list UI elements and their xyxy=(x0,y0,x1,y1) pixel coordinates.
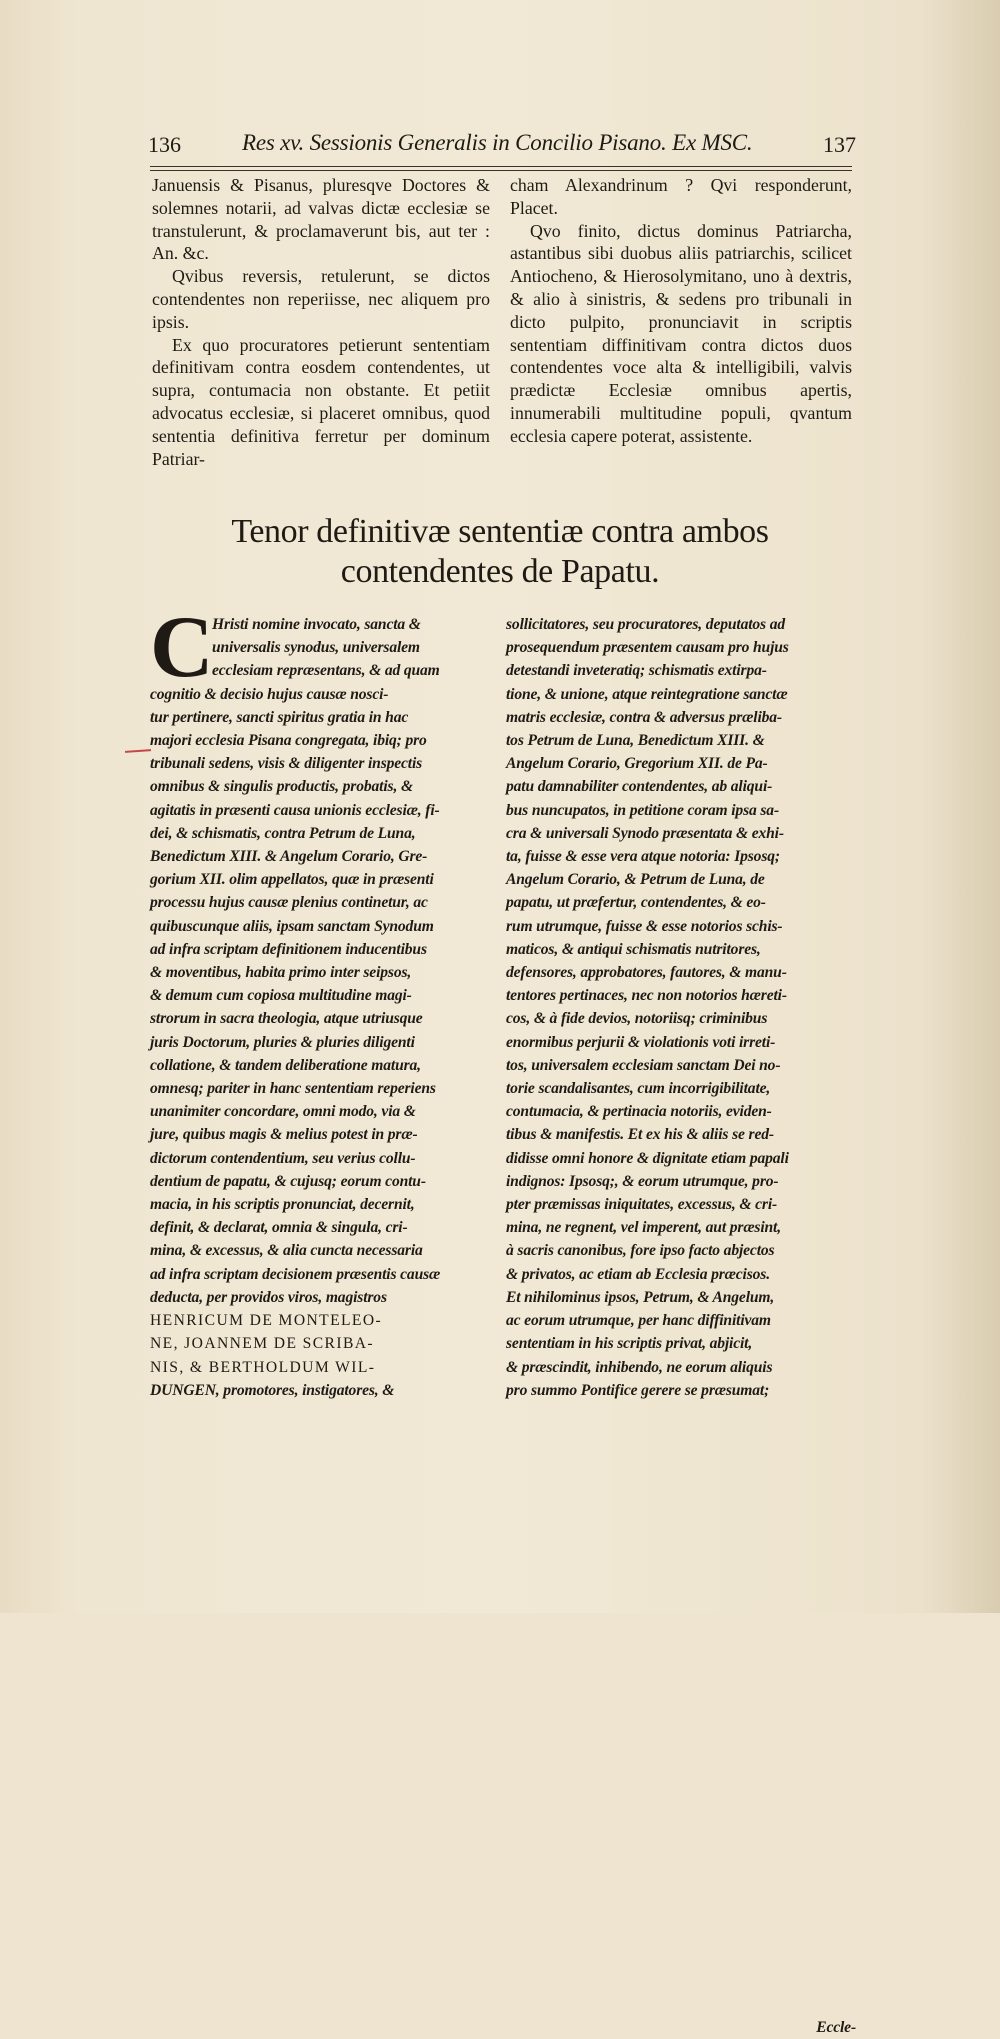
drop-cap: C xyxy=(150,599,214,696)
text-line: Et nihilominus ipsos, Petrum, & Angelum, xyxy=(506,1288,775,1306)
paragraph: Januensis & Pisanus, pluresqve Doctores & solemnes notarii, ad valvas dictæ ecclesiæ se transtulerunt, & proclamaverunt bis, aut ter : An. &c. xyxy=(152,175,490,264)
paragraph: Qvo finito, dictus dominus Patriarcha, astantibus sibi duobus aliis patriarchis, scilicet Antiocheno, & Hierosolymitano, uno à dextris, & alio à sinistris, & sedens pro tribunali in dicto pulpito, pronunciavit in scriptis sententiam diffinitivam contra dictos duos contendentes voce alta & intelligibili, valvis prædictæ Ecclesiæ omnibus apertis, innumerabili multitudine populi, qvantum ecclesia capere poterat, assistente. xyxy=(510,220,852,446)
text-line: & moventibus, habita primo inter seipsos, xyxy=(150,964,412,982)
text-line: ta, fuisse & esse vera atque notoria: Ipsosq; xyxy=(506,848,780,866)
text-line: NIS, & BERTHOLDUM WIL- xyxy=(150,1358,376,1376)
header-rule xyxy=(150,166,852,167)
text-line: maticos, & antiqui schismatis nutritores, xyxy=(506,940,761,958)
text-line: ad infra scriptam decisionem præsentis causæ xyxy=(150,1265,441,1283)
paragraph: Ex quo procuratores petierunt sententiam definitivam contra eosdem contendentes, ut supra, contumacia non obstante. Et petiit advocatus ecclesiæ, si placeret omnibus, quod sententia definitiva ferretur per dominum Patriar- xyxy=(152,334,490,469)
paragraph: Qvibus reversis, retulerunt, se dictos contendentes non reperiisse, nec aliquem pro ipsis. xyxy=(152,266,490,332)
right-page-number: 137 xyxy=(823,132,856,157)
text-line: didisse omni honore & dignitate etiam papali xyxy=(506,1149,789,1167)
text-line: tos, universalem ecclesiam sanctam Dei no- xyxy=(506,1056,781,1074)
text-line: definit, & declarat, omnia & singula, cri- xyxy=(150,1219,408,1237)
text-line: HENRICUM DE MONTELEO- xyxy=(150,1312,383,1330)
text-line: pter præmissas iniquitates, excessus, & cri- xyxy=(506,1196,778,1214)
paragraph: cham Alexandrinum ? Qvi responderunt, Placet. xyxy=(510,175,852,218)
text-line: defensores, approbatores, fautores, & manu- xyxy=(506,964,787,982)
text-line: Angelum Corario, & Petrum de Luna, de xyxy=(506,871,765,889)
text-line: tos Petrum de Luna, Benedictum XIII. & xyxy=(506,732,765,750)
text-line: contumacia, & pertinacia notoriis, eviden- xyxy=(506,1103,772,1121)
text-line: ac eorum utrumque, per hanc diffinitivam xyxy=(506,1312,771,1330)
text-line: universalis synodus, universalem xyxy=(212,639,420,657)
marginal-mark xyxy=(125,749,151,753)
running-header xyxy=(148,128,856,162)
decree-title-line: contendentes de Papatu. xyxy=(340,553,660,590)
top-left-column xyxy=(152,174,490,470)
text-line: cognitio & decisio hujus causæ nosci- xyxy=(150,685,389,703)
text-line: tribunali sedens, visis & diligenter inspectis xyxy=(150,755,423,773)
text-line: dentium de papatu, & cujusq; eorum contu- xyxy=(150,1172,426,1190)
text-line: macia, in his scriptis pronunciat, decernit, xyxy=(150,1196,415,1214)
text-line: omnesq; pariter in hanc sententiam reperiens xyxy=(150,1080,436,1098)
decree-title-line: Tenor definitivæ sententiæ contra ambos xyxy=(231,513,769,550)
running-title: Res xv. Sessionis Generalis in Concilio Pisano. Ex MSC. xyxy=(242,130,753,155)
text-line: mina, ne regnent, vel imperent, aut præsint, xyxy=(506,1219,781,1237)
text-line: majori ecclesia Pisana congregata, ibiq; pro xyxy=(150,732,427,750)
text-line: dictorum contendentium, seu verius collu- xyxy=(150,1149,416,1167)
text-line: detestandi inveteratiq; schismatis extirpa- xyxy=(506,662,767,680)
left-page-number: 136 xyxy=(148,132,181,157)
text-line: pro summo Pontifice gerere se præsumat; xyxy=(506,1381,770,1399)
text-line: indignos: Ipsosq;, & eorum utrumque, pro- xyxy=(506,1172,779,1190)
text-line: gorium XII. olim appellatos, quæ in præsenti xyxy=(150,871,434,889)
text-line: dei, & schismatis, contra Petrum de Luna, xyxy=(150,824,416,842)
text-line: & demum cum copiosa multitudine magi- xyxy=(150,987,412,1005)
catchword: Eccle- xyxy=(816,2019,856,2036)
text-line: tur pertinere, sancti spiritus gratia in hac xyxy=(150,708,409,726)
header-rule xyxy=(150,170,852,171)
text-line: agitatis in præsenti causa unionis ecclesiæ, fi- xyxy=(150,801,440,819)
text-line: collatione, & tandem deliberatione matura, xyxy=(150,1056,421,1074)
text-line: enormibus perjurii & violationis voti irreti- xyxy=(506,1033,776,1051)
text-line: bus nuncupatos, in petitione coram ipsa sa- xyxy=(506,801,779,819)
text-line: NE, JOANNEM DE SCRIBA- xyxy=(150,1335,374,1353)
text-line: deducta, per providos viros, magistros xyxy=(150,1288,387,1306)
text-line: & præscindit, inhibendo, ne eorum aliquis xyxy=(506,1358,773,1376)
text-line: omnibus & singulis productis, probatis, & xyxy=(150,778,413,796)
text-line: sollicitatores, seu procuratores, deputatos ad xyxy=(506,616,786,633)
text-line: prosequendum præsentem causam pro hujus xyxy=(506,639,789,657)
decree-title xyxy=(150,512,850,592)
text-line: DUNGEN, promotores, instigatores, & xyxy=(150,1381,395,1399)
top-right-column xyxy=(510,174,852,448)
text-line: tibus & manifestis. Et ex his & aliis se red- xyxy=(506,1126,774,1144)
text-line: matris ecclesiæ, contra & adversus prælibа- xyxy=(506,708,782,726)
text-line: rum utrumque, fuisse & esse notorios schis- xyxy=(506,917,783,935)
text-line: strorum in sacra theologia, atque utriusque xyxy=(150,1010,423,1028)
text-line: processu hujus causæ plenius continetur, ac xyxy=(150,894,428,912)
text-line: torie scandalisantes, cum incorrigibilitate, xyxy=(506,1080,771,1098)
text-line: Hristi nomine invocato, sancta & xyxy=(212,616,421,633)
text-line: à sacris canonibus, fore ipso facto abjectos xyxy=(506,1242,775,1260)
text-line: mina, & excessus, & alia cuncta necessaria xyxy=(150,1242,423,1260)
text-line: tione, & unione, atque reintegratione sanctæ xyxy=(506,685,788,703)
text-line: papatu, ut præfertur, contendentes, & eo- xyxy=(506,894,766,912)
text-line: Benedictum XIII. & Angelum Corario, Gre- xyxy=(150,848,428,866)
text-line: unanimiter concordare, omni modo, via & xyxy=(150,1103,416,1121)
text-line: Angelum Corario, Gregorium XII. de Pa- xyxy=(506,755,768,773)
text-line: ad infra scriptam definitionem inducentibus xyxy=(150,940,427,958)
text-line: juris Doctorum, pluries & pluries diligenti xyxy=(150,1033,415,1051)
text-line: sententiam in his scriptis privat, abjicit, xyxy=(506,1335,753,1353)
text-line: cra & universali Synodo præsentata & exhi- xyxy=(506,824,784,842)
text-line: cos, & à fide devios, notoriisq; criminibus xyxy=(506,1010,768,1028)
text-line: tentores pertinaces, nec non notorios hæreti- xyxy=(506,987,787,1005)
decree-right-column xyxy=(506,613,856,2036)
text-line: patu damnabiliter contendentes, ab aliqui- xyxy=(506,778,773,796)
text-line: quibuscunque aliis, ipsam sanctam Synodum xyxy=(150,917,434,935)
text-line: & privatos, ac etiam ab Ecclesia præcisos. xyxy=(506,1265,770,1283)
text-line: jure, quibus magis & melius potest in præ- xyxy=(150,1126,418,1144)
decree-left-column xyxy=(150,599,488,1402)
text-line: ecclesiam repræsentans, & ad quam xyxy=(212,662,440,680)
